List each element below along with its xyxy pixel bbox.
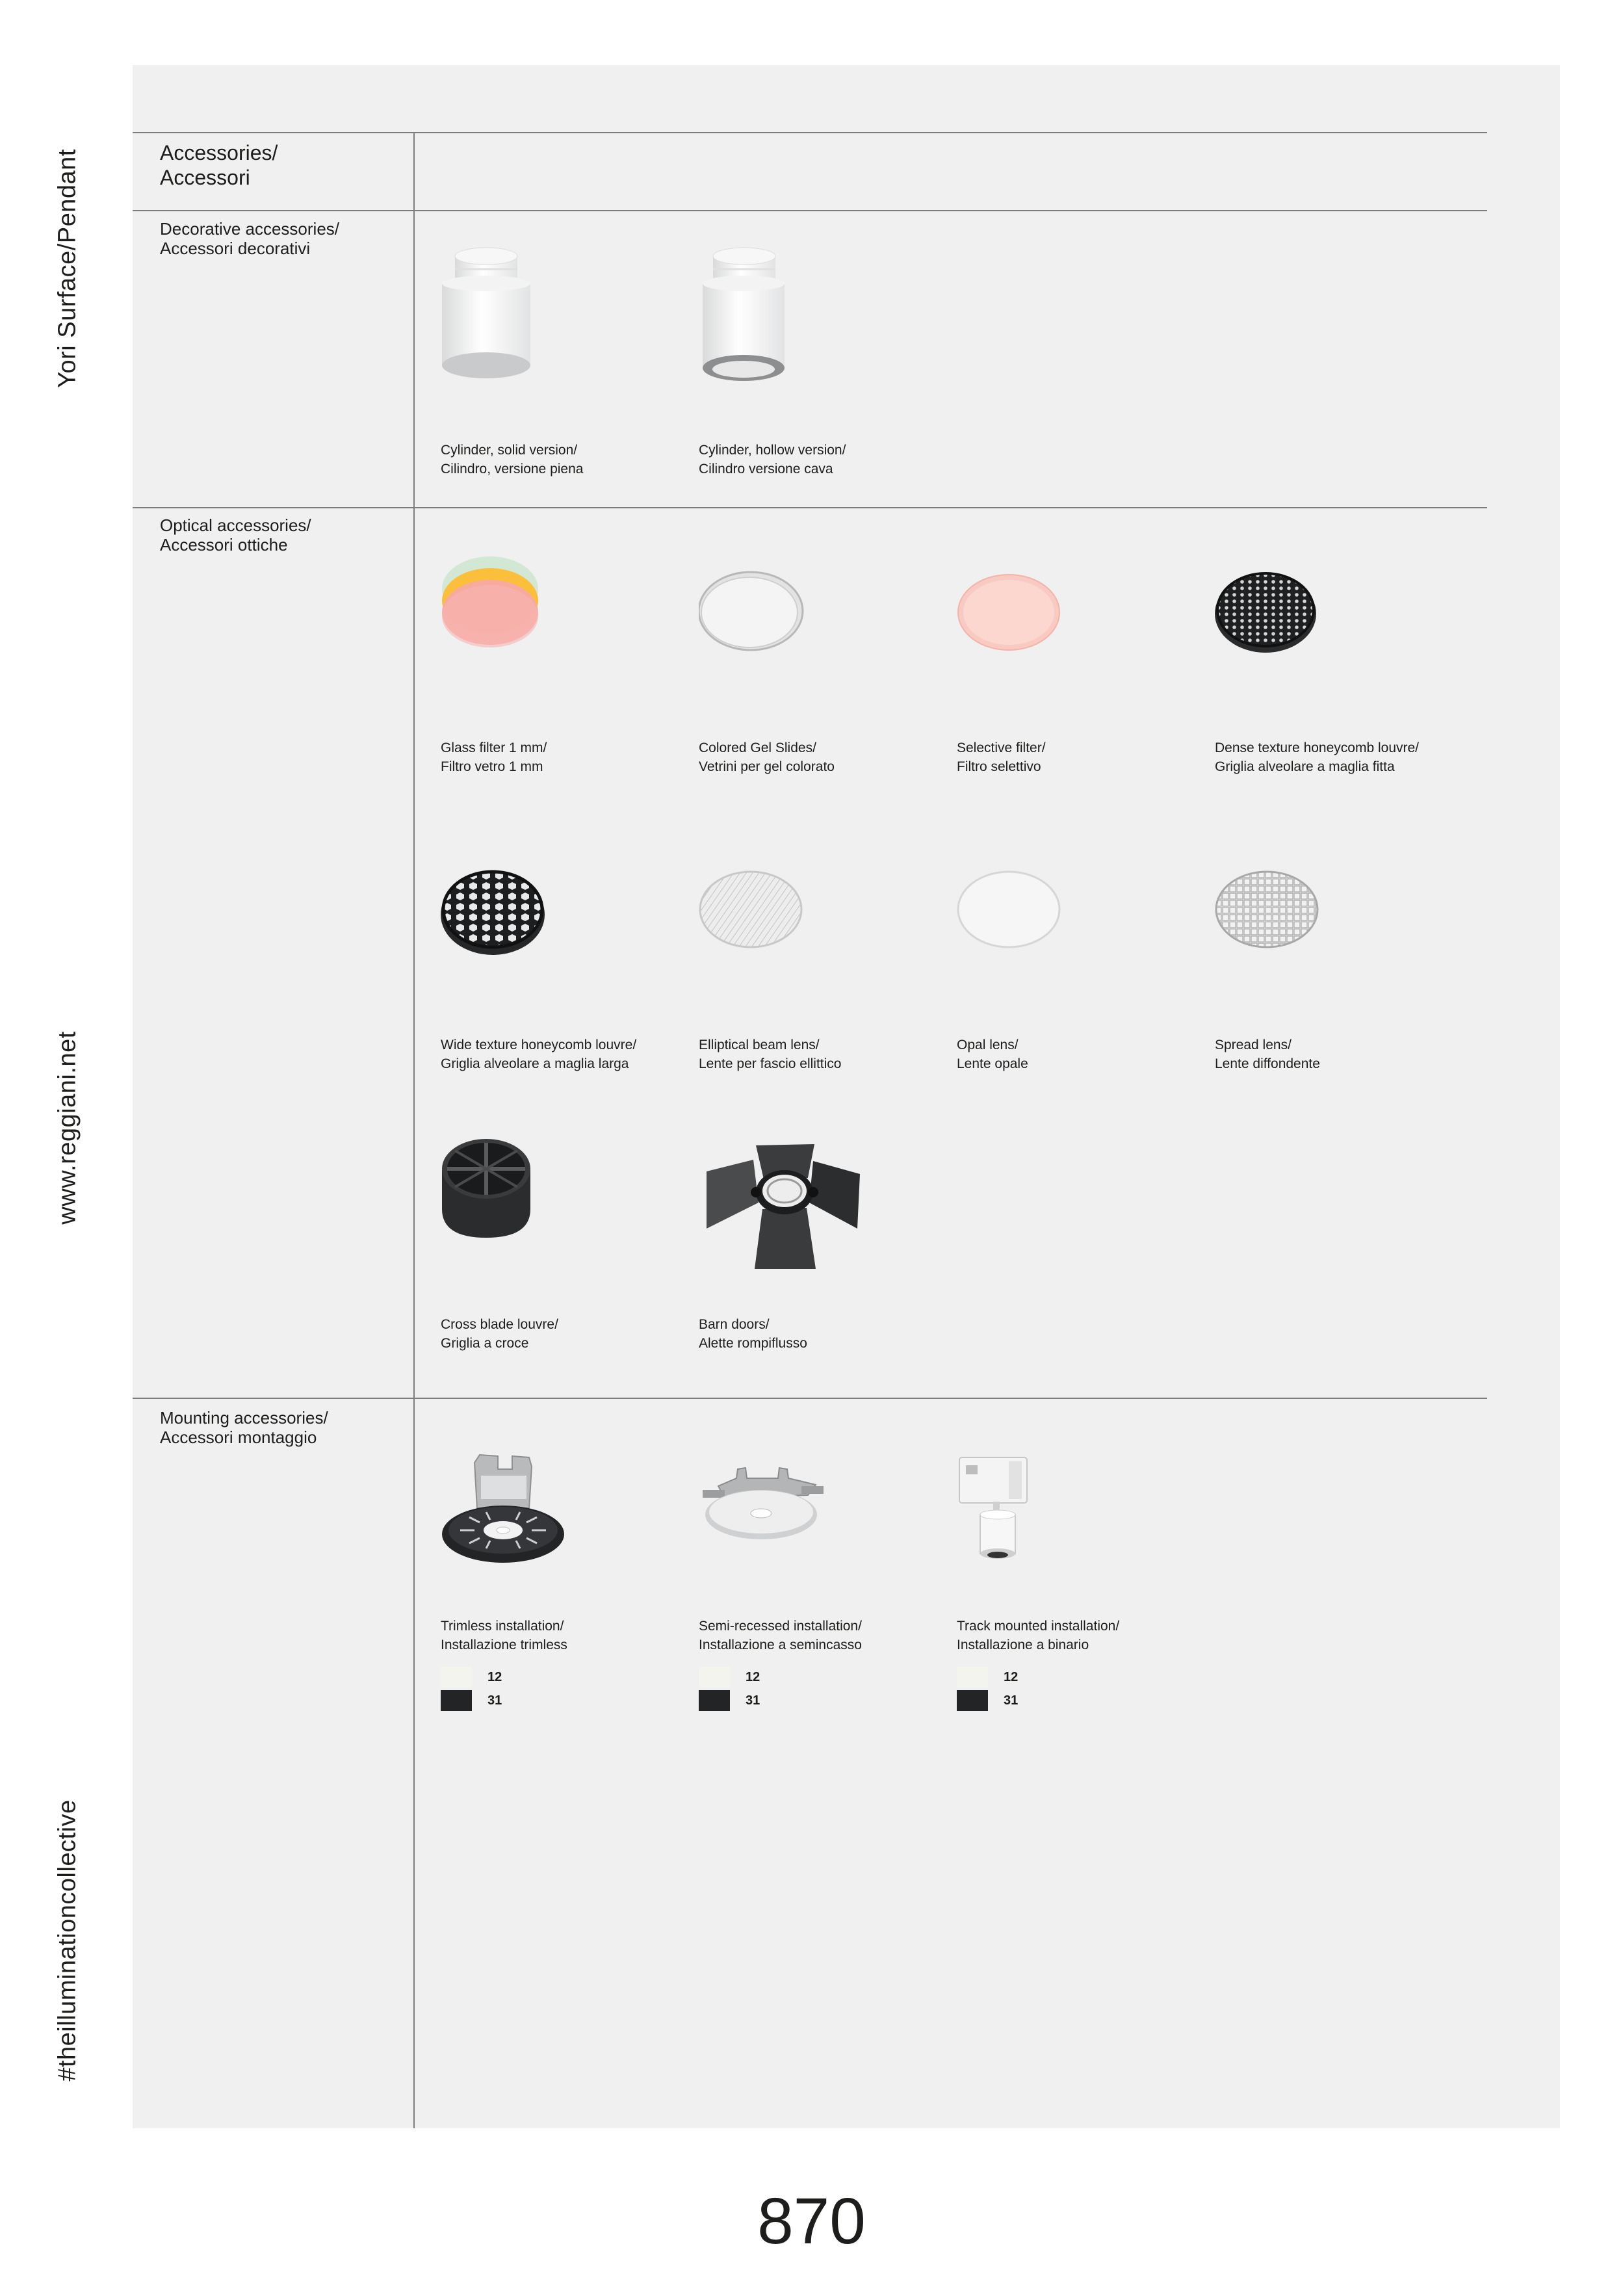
caption <box>441 441 583 478</box>
color-swatches <box>957 1665 1018 1712</box>
side-label-product: Yori Surface/Pendant <box>53 149 81 388</box>
caption <box>699 1315 807 1353</box>
decorative-item-hollow-cylinder <box>699 241 952 481</box>
decorative-item-solid-cylinder <box>441 241 694 481</box>
page-number: 870 <box>757 2185 866 2258</box>
caption-line1: Cylinder, hollow version/ <box>699 443 846 458</box>
color-code: 31 <box>487 1693 502 1708</box>
color-swatches <box>441 1665 502 1712</box>
optical-item-glass-filter <box>441 553 694 787</box>
column-divider <box>413 132 415 2128</box>
caption-line1: Track mounted installation/ <box>957 1619 1120 1634</box>
caption <box>441 1315 558 1353</box>
caption-line2: Lente per fascio ellittico <box>699 1056 842 1071</box>
color-option-white <box>957 1665 1018 1689</box>
caption <box>699 738 835 776</box>
track-mounted-installation-icon <box>957 1450 1087 1573</box>
caption-line2: Lente diffondente <box>1215 1056 1320 1071</box>
swatch-black <box>441 1690 472 1711</box>
decorative-title-line2: Accessori decorativi <box>160 239 311 258</box>
caption-line1: Elliptical beam lens/ <box>699 1037 820 1052</box>
optical-item-cross-blade <box>441 1131 694 1365</box>
elliptical-lens-icon <box>699 850 809 967</box>
mounting-section-title <box>160 1408 328 1447</box>
caption <box>957 1036 1028 1073</box>
mounting-item-track <box>957 1450 1210 1723</box>
caption-line1: Spread lens/ <box>1215 1037 1292 1052</box>
caption-line2: Filtro vetro 1 mm <box>441 759 543 774</box>
header-divider <box>133 210 1487 211</box>
caption <box>957 738 1046 776</box>
caption-line2: Griglia alveolare a maglia larga <box>441 1056 629 1071</box>
cross-blade-louvre-icon <box>441 1131 551 1248</box>
caption-line2: Installazione trimless <box>441 1637 567 1652</box>
mounting-item-semi-recessed <box>699 1450 952 1723</box>
caption <box>1215 738 1419 776</box>
wide-honeycomb-louvre-icon <box>441 850 551 967</box>
caption-line1: Glass filter 1 mm/ <box>441 740 547 755</box>
solid-cylinder-icon <box>441 241 545 390</box>
caption <box>957 1617 1119 1654</box>
side-label-website: www.reggiani.net <box>53 1031 81 1225</box>
optical-item-elliptical-lens <box>699 850 952 1084</box>
optical-item-spread-lens <box>1215 850 1468 1084</box>
mounting-item-trimless <box>441 1450 694 1723</box>
optical-item-barn-doors <box>699 1131 952 1365</box>
decorative-section-title <box>160 219 339 258</box>
optical-section-title <box>160 515 311 554</box>
caption-line2: Lente opale <box>957 1056 1028 1071</box>
barn-doors-icon <box>699 1131 868 1274</box>
caption-line2: Cilindro, versione piena <box>441 462 584 476</box>
caption-line2: Installazione a binario <box>957 1637 1089 1652</box>
caption <box>441 1036 636 1073</box>
caption <box>699 1036 841 1073</box>
mounting-title-line1: Mounting accessories/ <box>160 1408 328 1428</box>
caption-line1: Dense texture honeycomb louvre/ <box>1215 740 1420 755</box>
swatch-white <box>699 1667 730 1688</box>
caption-line1: Cross blade louvre/ <box>441 1317 558 1332</box>
caption-line2: Griglia a croce <box>441 1336 529 1351</box>
optical-title-line2: Accessori ottiche <box>160 535 288 554</box>
swatch-white <box>441 1667 472 1688</box>
caption-line1: Semi-recessed installation/ <box>699 1619 862 1634</box>
color-option-black <box>957 1689 1018 1712</box>
optical-section-divider <box>133 1398 1487 1399</box>
color-code: 31 <box>1004 1693 1019 1708</box>
color-code: 12 <box>746 1669 760 1684</box>
optical-item-selective-filter <box>957 553 1210 787</box>
caption-line2: Cilindro versione cava <box>699 462 833 476</box>
semi-recessed-installation-icon <box>699 1450 829 1573</box>
caption-line1: Selective filter/ <box>957 740 1046 755</box>
mounting-title-line2: Accessori montaggio <box>160 1428 317 1447</box>
side-label-hashtag: #theilluminationcollective <box>53 1799 81 2081</box>
caption-line2: Griglia alveolare a maglia fitta <box>1215 759 1395 774</box>
swatch-black <box>957 1690 988 1711</box>
spread-lens-icon <box>1215 850 1325 967</box>
caption-line1: Wide texture honeycomb louvre/ <box>441 1037 637 1052</box>
glass-filter-icon <box>441 553 551 670</box>
table-header-line1: Accessories/ <box>160 141 278 164</box>
caption-line2: Alette rompiflusso <box>699 1336 807 1351</box>
color-code: 12 <box>487 1669 502 1684</box>
caption <box>441 738 547 776</box>
trimless-installation-icon <box>441 1450 571 1573</box>
caption-line1: Cylinder, solid version/ <box>441 443 578 458</box>
decorative-title-line1: Decorative accessories/ <box>160 219 339 239</box>
optical-item-dense-honeycomb <box>1215 553 1468 787</box>
decorative-section-divider <box>133 507 1487 508</box>
optical-title-line1: Optical accessories/ <box>160 515 311 535</box>
color-code: 31 <box>746 1693 760 1708</box>
opal-lens-icon <box>957 850 1067 967</box>
caption <box>1215 1036 1320 1073</box>
optical-item-wide-honeycomb <box>441 850 694 1084</box>
caption <box>441 1617 567 1654</box>
color-option-white <box>441 1665 502 1689</box>
caption-line1: Barn doors/ <box>699 1317 770 1332</box>
caption <box>699 441 846 478</box>
swatch-white <box>957 1667 988 1688</box>
hollow-cylinder-icon <box>699 241 803 390</box>
gel-slide-icon <box>699 553 809 670</box>
optical-item-gel-slides <box>699 553 952 787</box>
caption-line2: Vetrini per gel colorato <box>699 759 835 774</box>
optical-item-opal-lens <box>957 850 1210 1084</box>
caption-line1: Opal lens/ <box>957 1037 1019 1052</box>
color-option-white <box>699 1665 760 1689</box>
table-header <box>160 140 278 190</box>
swatch-black <box>699 1690 730 1711</box>
table-header-line2: Accessori <box>160 166 250 189</box>
caption-line2: Installazione a semincasso <box>699 1637 862 1652</box>
dense-honeycomb-louvre-icon <box>1215 553 1325 670</box>
caption-line2: Filtro selettivo <box>957 759 1041 774</box>
caption-line1: Colored Gel Slides/ <box>699 740 816 755</box>
selective-filter-icon <box>957 553 1067 670</box>
caption <box>699 1617 862 1654</box>
color-swatches <box>699 1665 760 1712</box>
color-code: 12 <box>1004 1669 1019 1684</box>
color-option-black <box>699 1689 760 1712</box>
caption-line1: Trimless installation/ <box>441 1619 564 1634</box>
table-top-rule <box>133 132 1487 133</box>
color-option-black <box>441 1689 502 1712</box>
